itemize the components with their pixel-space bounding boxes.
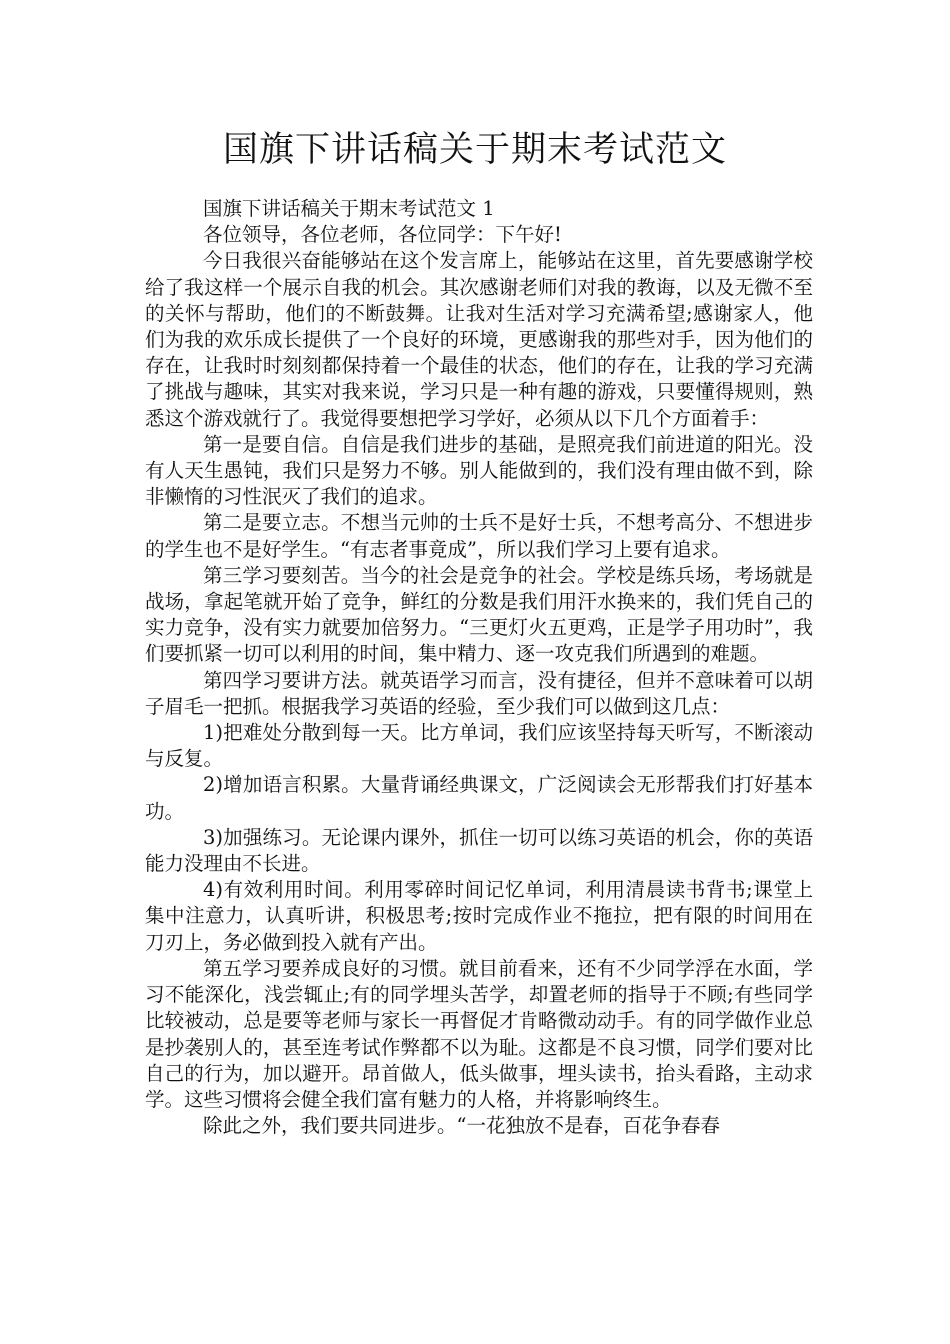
method-two-paragraph: 2)增加语言积累。大量背诵经典课文，广泛阅读会无形帮我们打好基本功。 (145, 773, 813, 823)
point-five-paragraph: 第五学习要养成良好的习惯。就目前看来，还有不少同学浮在水面，学习不能深化，浅尝辄止;有的同学埋头苦学，却置老师的指导于不顾;有些同学比较被动，总是要等老师与家长一再督促才肯略微动动手。有的同学做作业总是抄袭别人的，甚至连考试作弊都不以为耻。这都是不良习惯，同学们要对比自己的行为，加以避开。昂首做人，低头做事，埋头读书，抬头看路，主动求学。这些习惯将会健全我们富有魅力的人格，并将影响终生。 (145, 956, 813, 1111)
method-three-paragraph: 3)加强练习。无论课内课外，抓住一切可以练习英语的机会，你的英语能力没理由不长进。 (145, 825, 813, 876)
method-four-paragraph: 4)有效利用时间。利用零碎时间记忆单词，利用清晨读书背书;课堂上集中注意力，认真听讲，积极思考;按时完成作业不拖拉，把有限的时间用在刀刃上，务必做到投入就有产出。 (145, 878, 813, 954)
document-body (145, 196, 813, 1139)
method-one-paragraph: 1)把难处分散到每一天。比方单词，我们应该坚持每天听写，不断滚动与反复。 (145, 721, 813, 771)
closing-paragraph: 除此之外，我们要共同进步。“一花独放不是春，百花争春春 (203, 1114, 720, 1138)
greeting-paragraph: 各位领导，各位老师，各位同学：下午好! (203, 223, 562, 247)
document-title: 国旗下讲话稿关于期末考试范文 (222, 130, 727, 170)
point-four-paragraph: 第四学习要讲方法。就英语学习而言，没有捷径，但并不意味着可以胡子眉毛一把抓。根据我学习英语的经验，至少我们可以做到这几点： (145, 668, 813, 718)
point-three-paragraph: 第三学习要刻苦。当今的社会是竞争的社会。学校是练兵场，考场就是战场，拿起笔就开始了竞争，鲜红的分数是我们用汗水换来的，我们凭自己的实力竞争，没有实力就要加倍努力。“三更灯火五更鸡，正是学子用功时”，我们要抓紧一切可以利用的时间，集中精力、逐一攻克我们所遇到的难题。 (145, 563, 813, 666)
intro-paragraph: 今日我很兴奋能够站在这个发言席上，能够站在这里，首先要感谢学校给了我这样一个展示自我的机会。其次感谢老师们对我的教诲，以及无微不至的关怀与帮助，他们的不断鼓舞。让我对生活对学习充满希望;感谢家人，他们为我的欢乐成长提供了一个良好的环境，更感谢我的那些对手，因为他们的存在，让我时时刻刻都保持着一个最佳的状态，他们的存在，让我的学习充满了挑战与趣味，其实对我来说，学习只是一种有趣的游戏，只要懂得规则，熟悉这个游戏就行了。我觉得要想把学习学好，必须从以下几个方面着手： (145, 249, 813, 430)
point-one-paragraph: 第一是要自信。自信是我们进步的基础，是照亮我们前进道的阳光。没有人天生愚钝，我们只是努力不够。别人能做到的，我们没有理由做不到，除非懒惰的习性泯灭了我们的追求。 (145, 432, 813, 509)
point-two-paragraph: 第二是要立志。不想当元帅的士兵不是好士兵，不想考高分、不想进步的学生也不是好学生。“有志者事竟成”，所以我们学习上要有追求。 (145, 511, 813, 561)
subtitle-paragraph: 国旗下讲话稿关于期末考试范文 1 (203, 197, 495, 220)
